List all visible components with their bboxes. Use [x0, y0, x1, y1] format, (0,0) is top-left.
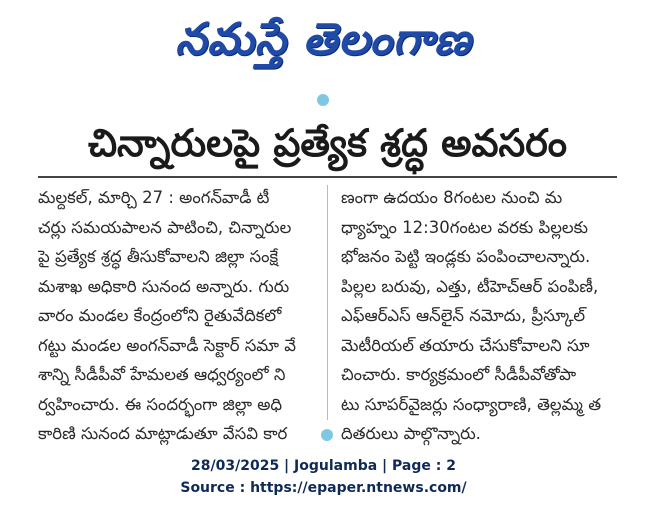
article-line: భోజనం పెట్టి ఇండ్లకు పంపించాలన్నారు. [341, 247, 591, 266]
article-line: చర్లు సమయపాలన పాటించి, చిన్నారుల [38, 217, 292, 237]
article-line: టు సూపర్‌వైజర్లు సంధ్యారాణి, తెల్లమ్మ త [341, 394, 602, 414]
article-line: కారిణి సునంద మాట్లాడుతూ వేసవి కార [38, 424, 288, 443]
article-line: ణంగా ఉదయం 8గంటల నుంచి మ [341, 188, 563, 207]
clip-footer [0, 455, 647, 499]
article-line: శాన్ని సీడీపీవో హేమలత ఆధ్వర్యంలో ని [38, 365, 286, 384]
article-column-right [341, 183, 611, 449]
decorative-dot-icon [316, 93, 330, 107]
article-line: దితరులు పాల్గొన్నారు. [341, 424, 481, 443]
article-line: మెటీరియల్ తయారు చేసుకోవాలని సూ [341, 335, 590, 355]
decorative-dot-icon [320, 428, 334, 442]
article-line: ర్వహించారు. ఈ సందర్భంగా జిల్లా అధి [38, 394, 283, 414]
article-line: చించారు. కార్యక్రమంలో సీడీపీవోతోపా [341, 365, 577, 384]
headline-divider [38, 176, 617, 178]
article-line: మశాఖ అధికారి సునంద అన్నారు. గురు [38, 276, 290, 296]
footer-source-line: Source : https://epaper.ntnews.com/ [180, 480, 467, 496]
article-headline: చిన్నారులపై ప్రత్యేక శ్రద్ధ అవసరం [87, 121, 568, 165]
column-separator [327, 185, 328, 420]
article-line: మల్దకల్, మార్చి 27 : అంగన్‌వాడీ టీ [38, 188, 270, 207]
article-line: పై ప్రత్యేక శ్రద్ధ తీసుకోవాలని జిల్లా సంక్షే [38, 247, 279, 266]
article-line: ధ్యాహ్నం 12:30గంటల వరకు పిల్లలకు [341, 217, 588, 237]
article-column-left [38, 183, 308, 449]
article-line: ఎఫ్ఆర్ఎస్ ఆన్‌లైన్ నమోదు, ప్రీస్కూల్ [341, 306, 586, 325]
newspaper-masthead [0, 0, 647, 80]
article-clipping [36, 103, 619, 443]
article-line: పిల్లల బరువు, ఎత్తు, టీహెచ్‌ఆర్ పంపిణీ, [341, 276, 599, 296]
footer-date-line: 28/03/2025 | Jogulamba | Page : 2 [191, 458, 456, 474]
masthead-title: నమస్తే తెలంగాణ [175, 14, 472, 65]
article-line: గట్టు మండల అంగన్‌వాడీ సెక్టార్ సమా వే [38, 335, 297, 355]
article-line: వారం మండల కేంద్రంలోని రైతువేదికలో [38, 306, 282, 325]
